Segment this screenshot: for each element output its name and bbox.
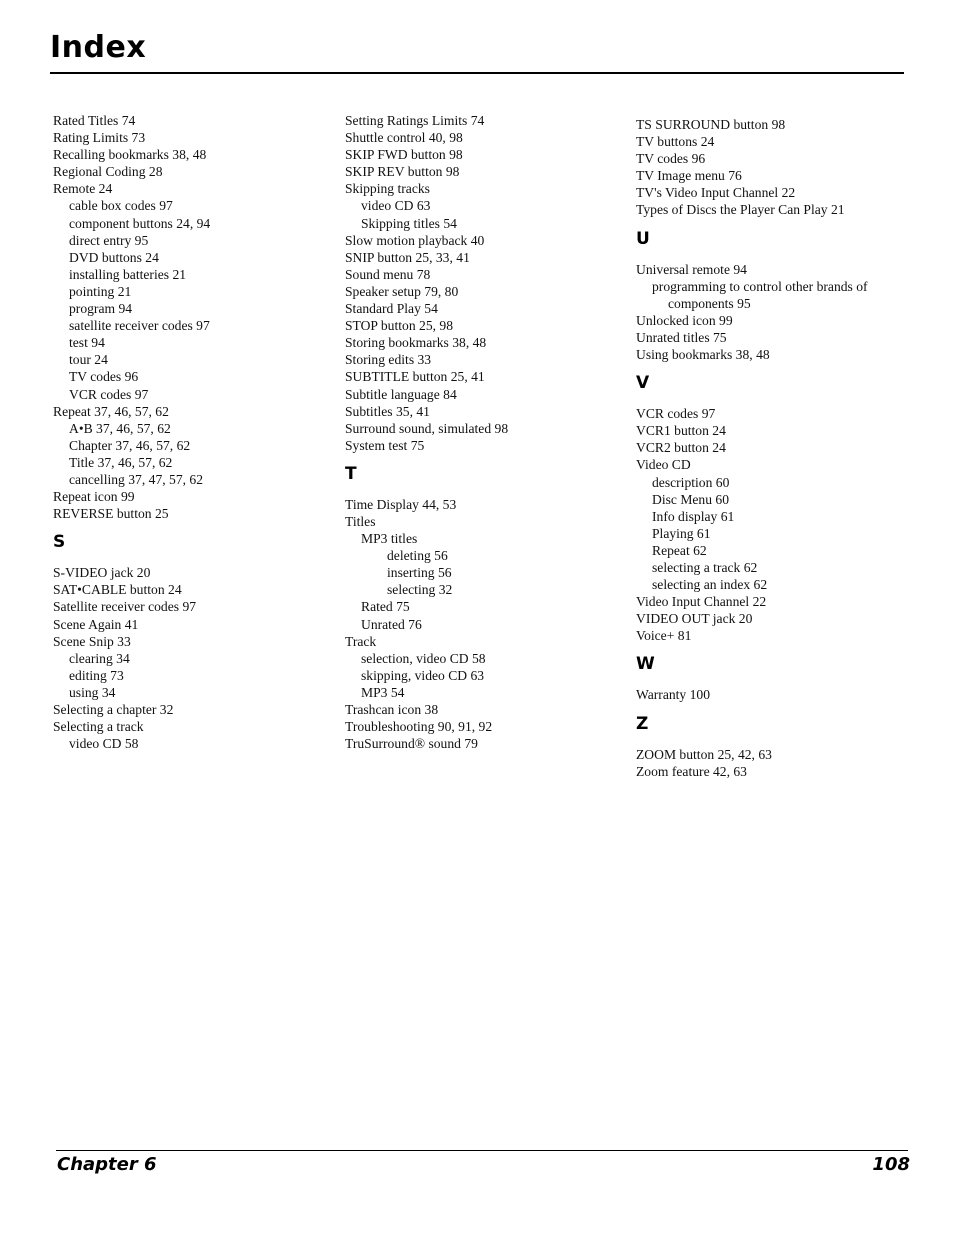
index-entry: Voice+ 81 [636,628,692,644]
index-entry: Speaker setup 79, 80 [345,283,459,299]
index-entry: Time Display 44, 53 [345,496,457,512]
index-subentry: inserting 56 [387,565,452,581]
index-entry: SKIP FWD button 98 [345,147,463,163]
index-entry: Remote 24 [53,181,113,197]
index-entry: Repeat 37, 46, 57, 62 [53,403,169,419]
index-subentry: VCR codes 97 [69,386,149,402]
section-letter: V [636,373,650,394]
index-subentry: MP3 titles [361,531,418,547]
index-entry: Track [345,633,377,649]
index-subentry: Playing 61 [652,525,711,541]
section-letter: S [53,532,66,553]
index-entry: TruSurround® sound 79 [345,736,478,752]
index-entry: STOP button 25, 98 [345,318,454,334]
index-subentry: program 94 [69,301,133,317]
index-entry: Titles [345,513,376,529]
footer-rule [56,1150,908,1151]
index-subentry: satellite receiver codes 97 [69,318,210,334]
index-entry: Using bookmarks 38, 48 [636,347,770,363]
index-entry: SNIP button 25, 33, 41 [345,249,470,265]
index-entry: TV codes 96 [636,151,706,167]
index-entry: Zoom feature 42, 63 [636,763,747,779]
index-subentry: video CD 58 [69,736,139,752]
index-entry: Repeat icon 99 [53,489,135,505]
section-letter: Z [636,713,649,734]
index-entry: TV Image menu 76 [636,168,742,184]
index-subentry: Unrated 76 [361,616,422,632]
index-entry: TV's Video Input Channel 22 [636,185,796,201]
index-subentry: selecting a track 62 [652,559,758,575]
index-entry: Regional Coding 28 [53,164,163,180]
index-entry: Subtitle language 84 [345,386,457,402]
index-column-3 [636,116,921,780]
index-entry: Subtitles 35, 41 [345,403,430,419]
index-subentry: cable box codes 97 [69,198,173,214]
index-entry: VCR codes 97 [636,406,716,422]
section-letter: U [636,228,650,249]
index-entry: Rated Titles 74 [53,113,136,128]
index-subentry: test 94 [69,335,105,351]
index-entry: TV buttons 24 [636,134,715,150]
index-entry: Setting Ratings Limits 74 [345,113,485,128]
index-subentry: Title 37, 46, 57, 62 [69,454,173,470]
index-subentry: description 60 [652,474,730,490]
index-entry: Troubleshooting 90, 91, 92 [345,719,493,735]
index-subentry: Info display 61 [652,508,735,524]
index-subentry: direct entry 95 [69,232,149,248]
header-rule [50,72,904,74]
index-subentry: components 95 [668,295,751,311]
index-subentry: DVD buttons 24 [69,249,159,265]
index-entry: Warranty 100 [636,687,711,703]
index-entry: Surround sound, simulated 98 [345,420,509,436]
index-entry: Selecting a track [53,719,144,735]
index-subentry: selection, video CD 58 [361,650,486,666]
index-entry: Universal remote 94 [636,261,747,277]
section-letter: T [345,463,357,484]
index-entry: Storing edits 33 [345,352,432,368]
index-entry: Satellite receiver codes 97 [53,599,197,615]
index-entry: Scene Snip 33 [53,633,131,649]
index-entry: Slow motion playback 40 [345,232,485,248]
index-subentry: tour 24 [69,352,108,368]
index-entry: VCR1 button 24 [636,423,726,439]
index-subentry: clearing 34 [69,650,130,666]
index-entry: Unrated titles 75 [636,329,727,345]
index-subentry: selecting 32 [387,582,453,598]
index-entry: Types of Discs the Player Can Play 21 [636,202,845,218]
index-entry: VIDEO OUT jack 20 [636,611,753,627]
index-entry: Unlocked icon 99 [636,312,733,328]
index-subentry: selecting an index 62 [652,577,768,593]
index-column-1 [53,112,338,752]
section-letter: W [636,654,655,675]
index-subentry: A•B 37, 46, 57, 62 [69,420,171,436]
index-subentry: using 34 [69,684,116,700]
index-entry: S-VIDEO jack 20 [53,565,151,581]
index-subentry: video CD 63 [361,198,431,214]
index-subentry: MP3 54 [361,684,405,700]
chapter-label: Chapter 6 [57,1154,157,1175]
index-entry: ZOOM button 25, 42, 63 [636,746,772,762]
index-entry: Standard Play 54 [345,301,438,317]
index-entry: Trashcan icon 38 [345,702,439,717]
index-subentry: programming to control other brands of [652,278,868,294]
index-entry: Skipping tracks [345,181,430,197]
index-subentry: deleting 56 [387,548,448,564]
index-subentry: Disc Menu 60 [652,491,730,507]
index-entry: Shuttle control 40, 98 [345,130,463,146]
index-subentry: component buttons 24, 94 [69,215,211,231]
index-entry: Rating Limits 73 [53,130,146,146]
index-entry: Storing bookmarks 38, 48 [345,335,487,351]
index-entry: SKIP REV button 98 [345,164,460,180]
index-entry: TS SURROUND button 98 [636,117,786,132]
index-subentry: Skipping titles 54 [361,215,457,231]
index-entry: Sound menu 78 [345,266,431,282]
page-title: Index [50,30,147,65]
page-number: 108 [872,1154,910,1175]
index-subentry: skipping, video CD 63 [361,667,485,683]
index-subentry: Chapter 37, 46, 57, 62 [69,437,191,453]
index-subentry: installing batteries 21 [69,266,187,282]
index-entry: SAT•CABLE button 24 [53,582,182,598]
index-subentry: cancelling 37, 47, 57, 62 [69,471,204,487]
index-entry: Video Input Channel 22 [636,594,767,610]
index-subentry: editing 73 [69,667,124,683]
index-subentry: Repeat 62 [652,542,707,558]
index-entry: Video CD [636,457,691,473]
index-entry: VCR2 button 24 [636,440,726,456]
index-entry: SUBTITLE button 25, 41 [345,369,485,385]
index-column-2 [345,112,630,752]
index-subentry: pointing 21 [69,283,132,299]
index-entry: Selecting a chapter 32 [53,702,174,717]
index-entry: REVERSE button 25 [53,506,169,522]
index-subentry: Rated 75 [361,599,410,615]
index-entry: System test 75 [345,437,425,453]
index-entry: Scene Again 41 [53,616,139,632]
index-entry: Recalling bookmarks 38, 48 [53,147,207,163]
index-subentry: TV codes 96 [69,369,139,385]
